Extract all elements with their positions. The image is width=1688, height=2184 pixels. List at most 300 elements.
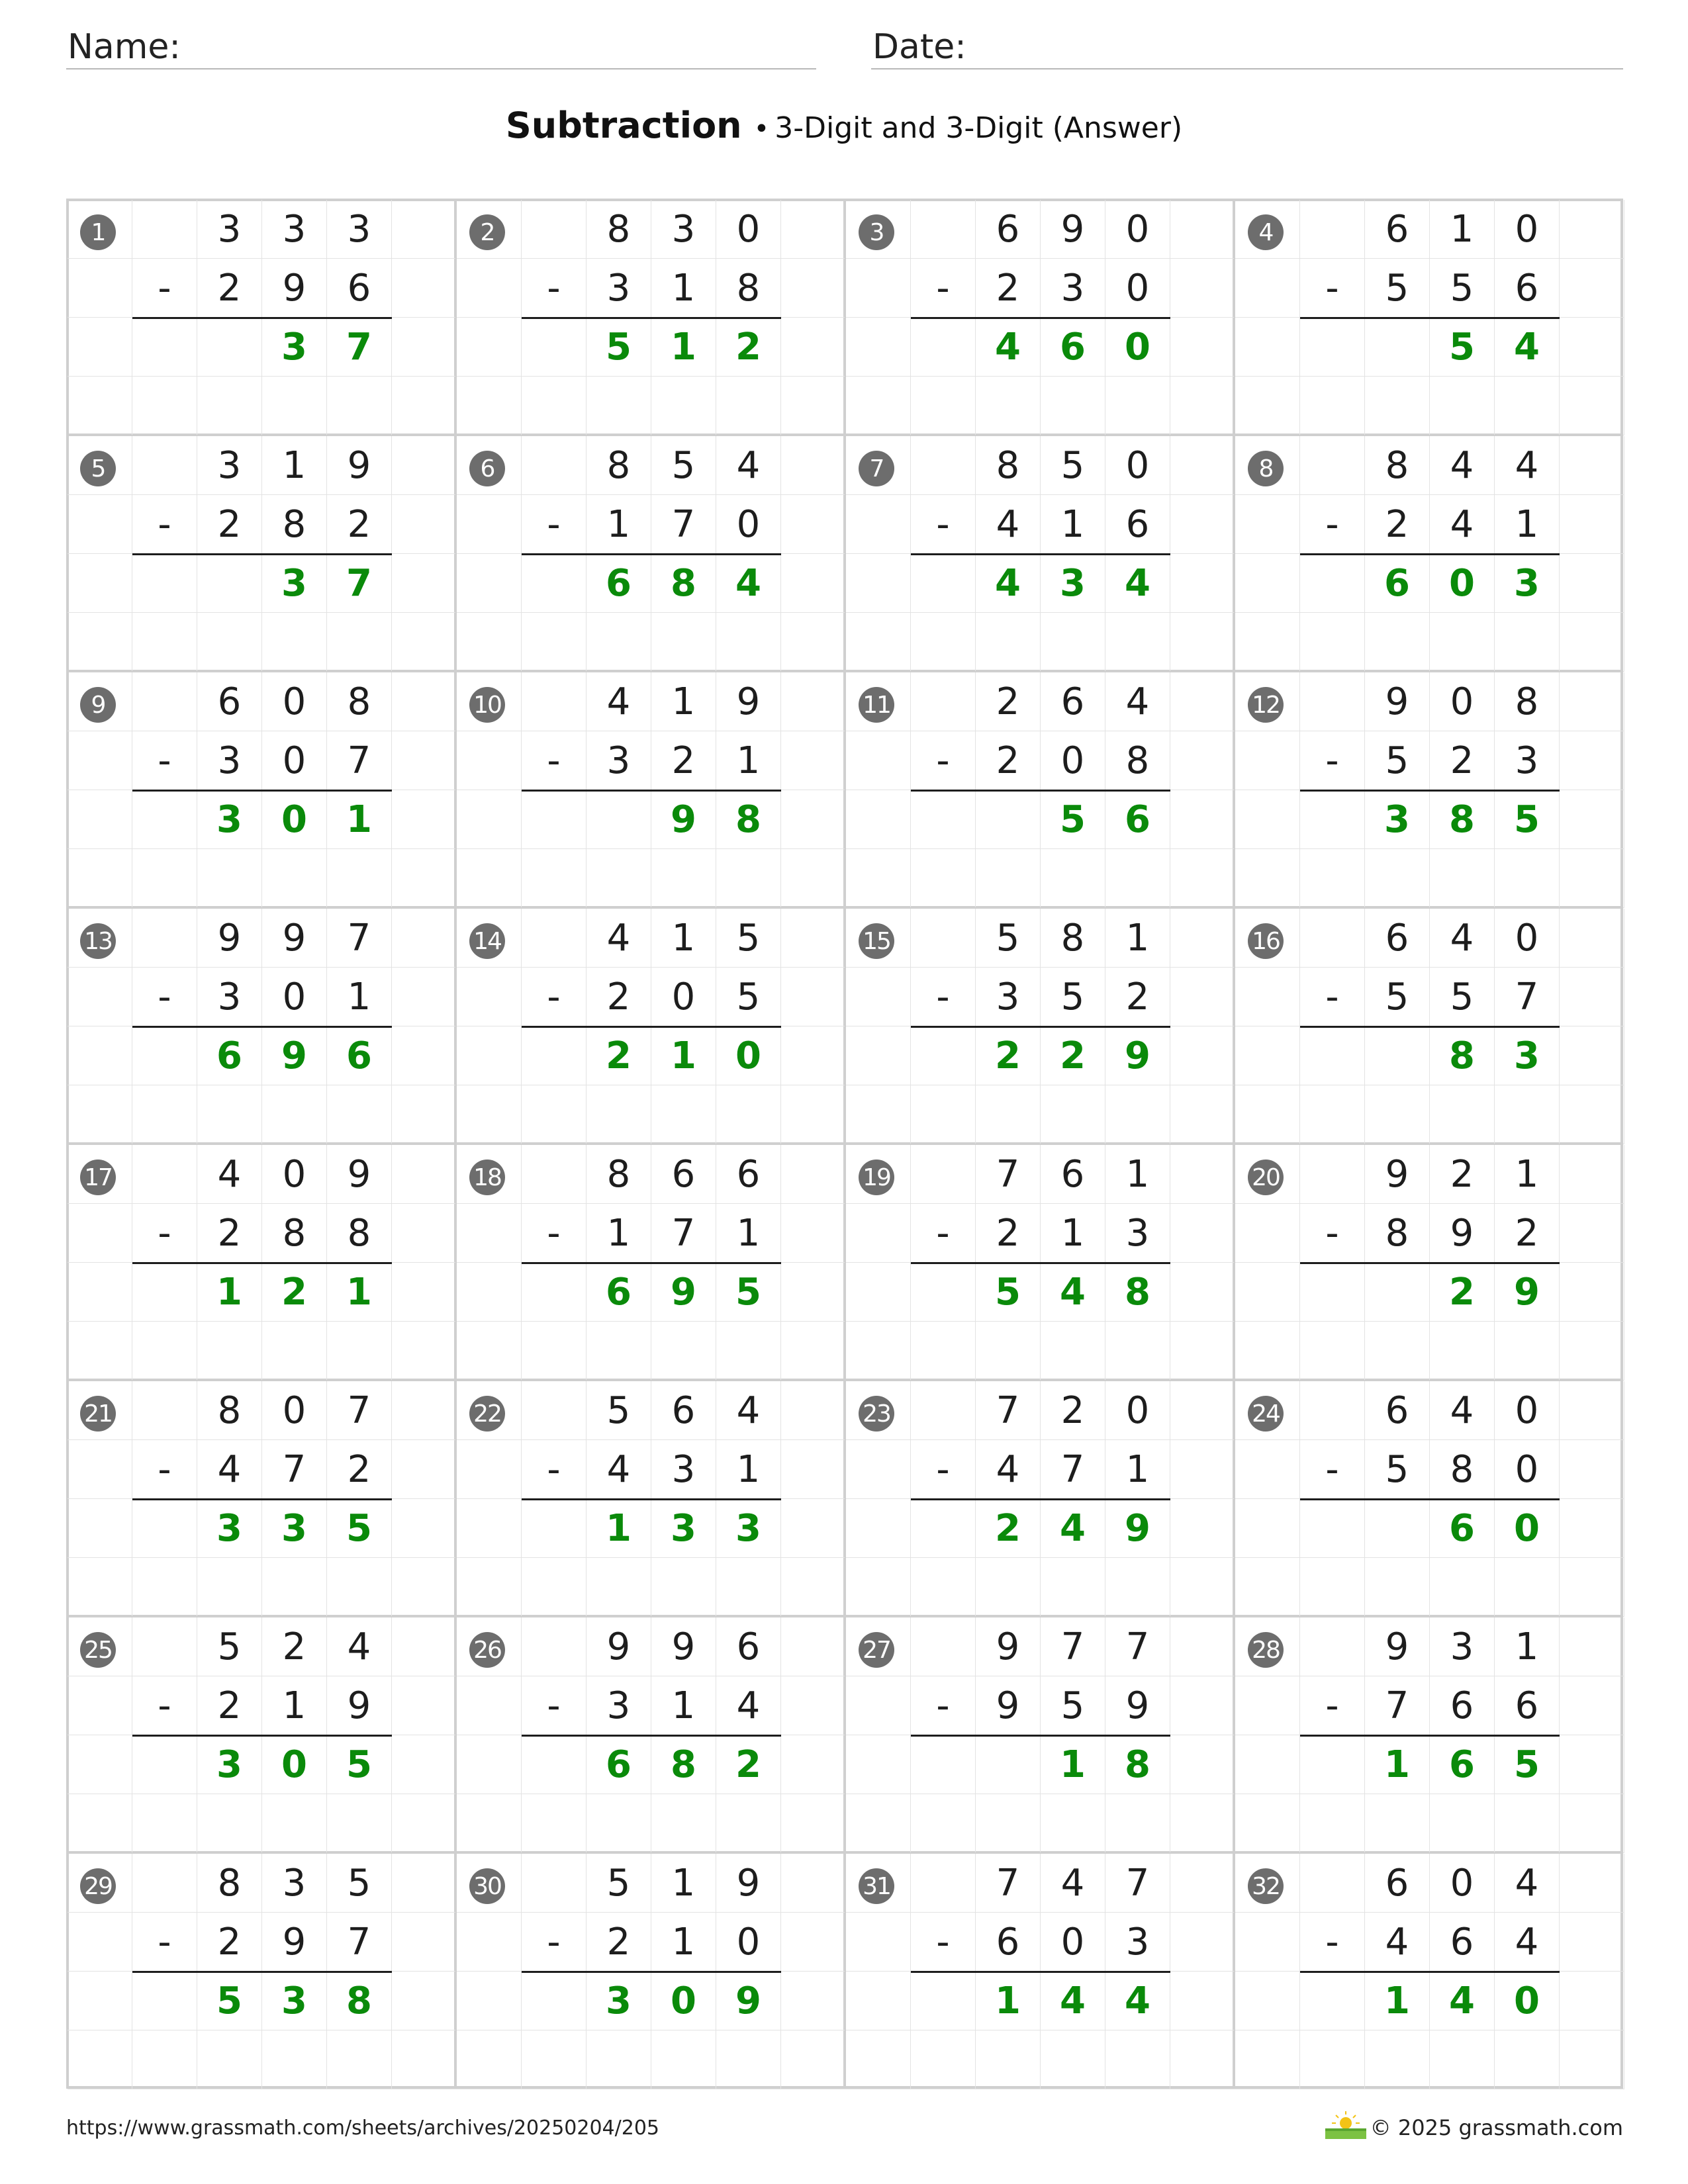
top-digit: 8	[586, 200, 651, 259]
grid-cell	[846, 1440, 911, 1499]
grid-cell	[651, 1322, 716, 1381]
grid-cell	[392, 554, 457, 613]
problem-number-badge: 32	[1248, 1868, 1284, 1904]
grid-cell	[1170, 1676, 1235, 1735]
minus-sign: -	[522, 495, 586, 554]
minus-sign: -	[522, 1440, 586, 1499]
grid-cell	[1300, 554, 1365, 613]
grid-cell	[586, 1558, 651, 1617]
answer-digit: 8	[651, 1735, 716, 1794]
answer-digit: 2	[586, 1026, 651, 1085]
minus-sign: -	[132, 1913, 197, 1972]
bottom-digit: 5	[1365, 968, 1430, 1026]
grid-cell	[457, 613, 522, 672]
grid-cell	[911, 1972, 976, 2030]
bottom-digit: 1	[651, 259, 716, 318]
answer-digit: 5	[197, 1972, 262, 2030]
grid-cell	[846, 1913, 911, 1972]
grid-cell	[1365, 1322, 1430, 1381]
grid-cell	[262, 1322, 327, 1381]
answer-digit: 8	[1430, 1026, 1495, 1085]
grid-cell	[1235, 554, 1300, 613]
grid-cell	[846, 1735, 911, 1794]
top-digit: 4	[327, 1617, 392, 1676]
grid-cell	[781, 554, 846, 613]
grid-cell	[262, 1085, 327, 1144]
top-digit: 3	[262, 200, 327, 259]
answer-rule	[1300, 1026, 1560, 1028]
grid-cell	[911, 318, 976, 377]
answer-digit: 0	[1105, 318, 1170, 377]
bottom-digit: 2	[1430, 731, 1495, 790]
problem-number-badge: 4	[1248, 214, 1284, 250]
grid-cell	[1430, 849, 1495, 908]
grid-cell	[1560, 1381, 1624, 1440]
bottom-digit: 2	[197, 259, 262, 318]
grid-cell	[1170, 672, 1235, 731]
bottom-digit: 2	[651, 731, 716, 790]
answer-digit: 6	[586, 1263, 651, 1322]
top-digit: 0	[262, 1145, 327, 1204]
grid-cell	[68, 2030, 132, 2089]
grid-cell	[457, 377, 522, 435]
grid-cell	[132, 377, 197, 435]
grid-cell	[68, 495, 132, 554]
answer-rule	[132, 1971, 392, 1973]
top-digit: 3	[327, 200, 392, 259]
top-digit: 0	[1495, 1381, 1560, 1440]
grid-cell	[197, 377, 262, 435]
bottom-digit: 7	[1365, 1676, 1430, 1735]
problem-row-bottom	[68, 495, 457, 554]
grid-cell	[68, 1263, 132, 1322]
bottom-digit: 3	[1495, 731, 1560, 790]
grid-cell	[457, 1204, 522, 1263]
problem-28	[1234, 1616, 1623, 1852]
grid-cell	[781, 1322, 846, 1381]
problem-8	[1234, 435, 1623, 671]
top-digit: 2	[262, 1617, 327, 1676]
bottom-digit: 4	[1430, 495, 1495, 554]
bottom-digit: 3	[651, 1440, 716, 1499]
problem-row-blank	[1235, 2030, 1624, 2089]
grid-cell	[586, 1085, 651, 1144]
grid-cell	[522, 1499, 586, 1558]
top-digit: 3	[1430, 1617, 1495, 1676]
grid-cell	[1170, 1204, 1235, 1263]
grid-cell	[1235, 1322, 1300, 1381]
grid-cell	[846, 1322, 911, 1381]
grid-cell	[522, 436, 586, 495]
problem-row-top	[846, 672, 1235, 731]
problem-row-top	[846, 1854, 1235, 1913]
problem-row-blank	[846, 1558, 1235, 1617]
answer-digit: 4	[1105, 1972, 1170, 2030]
answer-digit: 0	[1430, 554, 1495, 613]
bottom-digit: 0	[262, 731, 327, 790]
grid-cell	[586, 377, 651, 435]
problem-row-bottom	[457, 731, 846, 790]
top-digit: 9	[327, 436, 392, 495]
answer-digit: 5	[1495, 1735, 1560, 1794]
answer-rule	[132, 553, 392, 555]
grid-cell	[1105, 1322, 1170, 1381]
answer-digit: 6	[1041, 318, 1105, 377]
problem-row-blank	[1235, 613, 1624, 672]
date-label: Date:	[872, 27, 966, 67]
answer-digit: 2	[716, 1735, 781, 1794]
problem-row-top	[1235, 1854, 1624, 1913]
top-digit: 5	[716, 909, 781, 968]
answer-rule	[911, 553, 1170, 555]
top-digit: 4	[586, 909, 651, 968]
minus-sign: -	[911, 1204, 976, 1263]
grid-cell	[68, 849, 132, 908]
problem-number-badge: 30	[469, 1868, 505, 1904]
grid-cell	[522, 790, 586, 849]
grid-cell	[911, 2030, 976, 2089]
top-digit: 4	[1495, 1854, 1560, 1913]
bottom-digit: 2	[327, 1440, 392, 1499]
grid-cell	[68, 377, 132, 435]
problem-row-top	[457, 672, 846, 731]
problem-row-top	[457, 1617, 846, 1676]
grid-cell	[911, 554, 976, 613]
problem-6	[455, 435, 845, 671]
grid-cell	[1235, 1794, 1300, 1853]
problem-row-blank	[846, 377, 1235, 435]
grid-cell	[68, 1499, 132, 1558]
problem-row-top	[68, 1381, 457, 1440]
grid-cell	[1170, 731, 1235, 790]
grid-cell	[781, 377, 846, 435]
grid-cell	[68, 318, 132, 377]
answer-digit: 5	[976, 1263, 1041, 1322]
bottom-digit: 2	[1365, 495, 1430, 554]
top-digit: 9	[1041, 200, 1105, 259]
grid-cell	[132, 1145, 197, 1204]
bottom-digit: 1	[716, 1440, 781, 1499]
date-field[interactable]	[871, 25, 1623, 69]
bottom-digit: 6	[1430, 1913, 1495, 1972]
problem-row-blank	[457, 377, 846, 435]
minus-sign: -	[522, 1204, 586, 1263]
problem-number-badge: 5	[80, 451, 116, 486]
grid-cell	[1041, 849, 1105, 908]
grid-cell	[132, 1499, 197, 1558]
bottom-digit: 8	[716, 259, 781, 318]
problem-row-blank	[68, 1085, 457, 1144]
grid-cell	[522, 909, 586, 968]
answer-rule	[911, 1971, 1170, 1973]
minus-sign: -	[522, 731, 586, 790]
problem-row-answer	[68, 318, 457, 377]
grid-cell	[1170, 1558, 1235, 1617]
problem-number-badge: 23	[859, 1396, 894, 1432]
grid-cell	[716, 2030, 781, 2089]
grid-cell	[327, 849, 392, 908]
grid-cell	[1235, 2030, 1300, 2089]
bottom-digit: 6	[1105, 495, 1170, 554]
answer-rule	[1300, 1971, 1560, 1973]
grid-cell	[1560, 909, 1624, 968]
grid-cell	[1300, 1617, 1365, 1676]
problem-row-top	[846, 1145, 1235, 1204]
bottom-digit: 7	[651, 1204, 716, 1263]
problem-row-bottom	[1235, 495, 1624, 554]
grid-cell	[1430, 613, 1495, 672]
answer-digit: 4	[1430, 1972, 1495, 2030]
answer-digit: 2	[716, 318, 781, 377]
problem-17	[66, 1144, 455, 1380]
problem-row-blank	[68, 1558, 457, 1617]
grid-cell	[1560, 318, 1624, 377]
top-digit: 9	[1365, 672, 1430, 731]
bottom-digit: 2	[197, 495, 262, 554]
grid-cell	[781, 1676, 846, 1735]
answer-rule	[1300, 317, 1560, 319]
title-subtitle: 3-Digit and 3-Digit (Answer)	[774, 111, 1183, 145]
grid-cell	[1560, 731, 1624, 790]
answer-digit: 8	[1105, 1263, 1170, 1322]
grid-cell	[522, 1026, 586, 1085]
answer-digit: 9	[262, 1026, 327, 1085]
grid-cell	[846, 1558, 911, 1617]
problem-29	[66, 1852, 455, 2089]
grid-cell	[846, 790, 911, 849]
problem-number-badge: 15	[859, 923, 894, 959]
grid-cell	[911, 672, 976, 731]
problem-row-bottom	[457, 1440, 846, 1499]
minus-sign: -	[1300, 495, 1365, 554]
problem-number-badge: 2	[469, 214, 505, 250]
grid-cell	[1170, 849, 1235, 908]
problem-row-top	[1235, 200, 1624, 259]
answer-rule	[911, 1735, 1170, 1737]
answer-rule	[522, 1026, 781, 1028]
top-digit: 1	[651, 1854, 716, 1913]
minus-sign: -	[1300, 968, 1365, 1026]
grid-cell	[197, 613, 262, 672]
grid-cell	[1495, 613, 1560, 672]
bottom-digit: 3	[586, 731, 651, 790]
problem-21	[66, 1380, 455, 1616]
bottom-digit: 4	[716, 1676, 781, 1735]
grid-cell	[1105, 613, 1170, 672]
grid-cell	[1365, 1263, 1430, 1322]
answer-digit: 3	[651, 1499, 716, 1558]
grid-cell	[132, 1735, 197, 1794]
answer-digit: 4	[1041, 1499, 1105, 1558]
grid-cell	[1105, 849, 1170, 908]
bottom-digit: 5	[1041, 968, 1105, 1026]
minus-sign: -	[911, 731, 976, 790]
grid-cell	[457, 495, 522, 554]
grid-cell	[781, 1204, 846, 1263]
minus-sign: -	[132, 731, 197, 790]
grid-cell	[781, 1263, 846, 1322]
grid-cell	[1560, 1263, 1624, 1322]
bottom-digit: 4	[1365, 1913, 1430, 1972]
bottom-digit: 8	[327, 1204, 392, 1263]
problem-row-bottom	[846, 1204, 1235, 1263]
problem-14	[455, 907, 845, 1144]
grid-cell	[846, 1204, 911, 1263]
bottom-digit: 8	[262, 495, 327, 554]
problem-2	[455, 199, 845, 435]
grid-cell	[1170, 1913, 1235, 1972]
bottom-digit: 5	[716, 968, 781, 1026]
answer-digit: 9	[1495, 1263, 1560, 1322]
grid-cell	[1170, 1381, 1235, 1440]
grid-cell	[1560, 554, 1624, 613]
grid-cell	[651, 1085, 716, 1144]
grid-cell	[68, 613, 132, 672]
top-digit: 5	[976, 909, 1041, 968]
grid-cell	[1170, 1322, 1235, 1381]
grid-cell	[132, 790, 197, 849]
top-digit: 6	[716, 1145, 781, 1204]
top-digit: 0	[1430, 672, 1495, 731]
grid-cell	[846, 1499, 911, 1558]
problem-row-answer	[1235, 1263, 1624, 1322]
grid-cell	[911, 436, 976, 495]
minus-sign: -	[1300, 259, 1365, 318]
grid-cell	[781, 613, 846, 672]
problem-number-badge: 8	[1248, 451, 1284, 486]
problem-row-bottom	[846, 968, 1235, 1026]
grid-cell	[68, 1440, 132, 1499]
answer-digit: 6	[197, 1026, 262, 1085]
grid-cell	[392, 1676, 457, 1735]
answer-digit: 8	[651, 554, 716, 613]
top-digit: 9	[586, 1617, 651, 1676]
grid-cell	[781, 1440, 846, 1499]
grid-cell	[522, 318, 586, 377]
grid-cell	[132, 554, 197, 613]
grid-cell	[651, 2030, 716, 2089]
grid-cell	[1041, 377, 1105, 435]
problem-row-answer	[68, 1499, 457, 1558]
grid-cell	[197, 1794, 262, 1853]
problem-row-answer	[457, 554, 846, 613]
grid-cell	[1235, 318, 1300, 377]
problem-row-blank	[846, 2030, 1235, 2089]
bottom-digit: 3	[586, 1676, 651, 1735]
grid-cell	[132, 1972, 197, 2030]
grid-cell	[1170, 909, 1235, 968]
answer-digit: 0	[716, 1026, 781, 1085]
problem-number-badge: 20	[1248, 1160, 1284, 1195]
problem-row-blank	[457, 1085, 846, 1144]
bottom-digit: 1	[651, 1676, 716, 1735]
problem-row-bottom	[1235, 968, 1624, 1026]
grid-cell	[392, 1322, 457, 1381]
bottom-digit: 0	[1495, 1440, 1560, 1499]
grid-cell	[392, 1440, 457, 1499]
grid-cell	[1495, 377, 1560, 435]
problem-grid	[66, 199, 1623, 2089]
grid-cell	[1235, 1440, 1300, 1499]
bottom-digit: 7	[327, 731, 392, 790]
top-digit: 4	[1430, 1381, 1495, 1440]
problem-row-answer	[846, 1735, 1235, 1794]
bottom-digit: 3	[1105, 1913, 1170, 1972]
grid-cell	[392, 1145, 457, 1204]
grid-cell	[392, 613, 457, 672]
grid-cell	[1105, 377, 1170, 435]
grid-cell	[716, 377, 781, 435]
answer-rule	[1300, 1262, 1560, 1264]
problem-row-answer	[68, 554, 457, 613]
bottom-digit: 0	[1105, 259, 1170, 318]
answer-digit: 8	[1105, 1735, 1170, 1794]
top-digit: 7	[1105, 1617, 1170, 1676]
grid-cell	[392, 1499, 457, 1558]
grid-cell	[68, 1558, 132, 1617]
bottom-digit: 1	[586, 495, 651, 554]
footer-url[interactable]: https://www.grassmath.com/sheets/archives/20250204/205	[66, 2116, 660, 2140]
top-digit: 8	[1495, 672, 1560, 731]
grid-cell	[1170, 1794, 1235, 1853]
grid-cell	[68, 1204, 132, 1263]
grid-cell	[1105, 1085, 1170, 1144]
grid-cell	[392, 909, 457, 968]
grid-cell	[132, 1085, 197, 1144]
bottom-digit: 2	[586, 1913, 651, 1972]
bottom-digit: 7	[1041, 1440, 1105, 1499]
bottom-digit: 3	[197, 968, 262, 1026]
grid-cell	[781, 968, 846, 1026]
problem-row-top	[457, 436, 846, 495]
top-digit: 9	[651, 1617, 716, 1676]
grid-cell	[651, 1558, 716, 1617]
top-digit: 2	[1041, 1381, 1105, 1440]
grid-cell	[1170, 1735, 1235, 1794]
minus-sign: -	[911, 968, 976, 1026]
problem-row-top	[68, 200, 457, 259]
bottom-digit: 3	[976, 968, 1041, 1026]
grid-cell	[457, 1735, 522, 1794]
problem-row-bottom	[457, 1913, 846, 1972]
problem-number-badge: 27	[859, 1632, 894, 1668]
name-field[interactable]	[66, 25, 816, 69]
grid-cell	[457, 1322, 522, 1381]
problem-number-badge: 29	[80, 1868, 116, 1904]
grid-cell	[846, 1794, 911, 1853]
top-digit: 5	[197, 1617, 262, 1676]
problem-26	[455, 1616, 845, 1852]
grid-cell	[132, 2030, 197, 2089]
grid-cell	[1300, 377, 1365, 435]
grid-cell	[1365, 2030, 1430, 2089]
bottom-digit: 6	[1495, 1676, 1560, 1735]
answer-digit: 1	[1365, 1735, 1430, 1794]
grid-cell	[1560, 2030, 1624, 2089]
grid-cell	[392, 1735, 457, 1794]
answer-digit: 4	[1041, 1263, 1105, 1322]
top-digit: 0	[1430, 1854, 1495, 1913]
problem-row-answer	[846, 554, 1235, 613]
bottom-digit: 0	[651, 968, 716, 1026]
grid-cell	[1300, 613, 1365, 672]
answer-digit: 6	[1105, 790, 1170, 849]
answer-rule	[911, 1262, 1170, 1264]
grid-cell	[781, 1381, 846, 1440]
bottom-digit: 2	[586, 968, 651, 1026]
minus-sign: -	[522, 1676, 586, 1735]
problem-20	[1234, 1144, 1623, 1380]
